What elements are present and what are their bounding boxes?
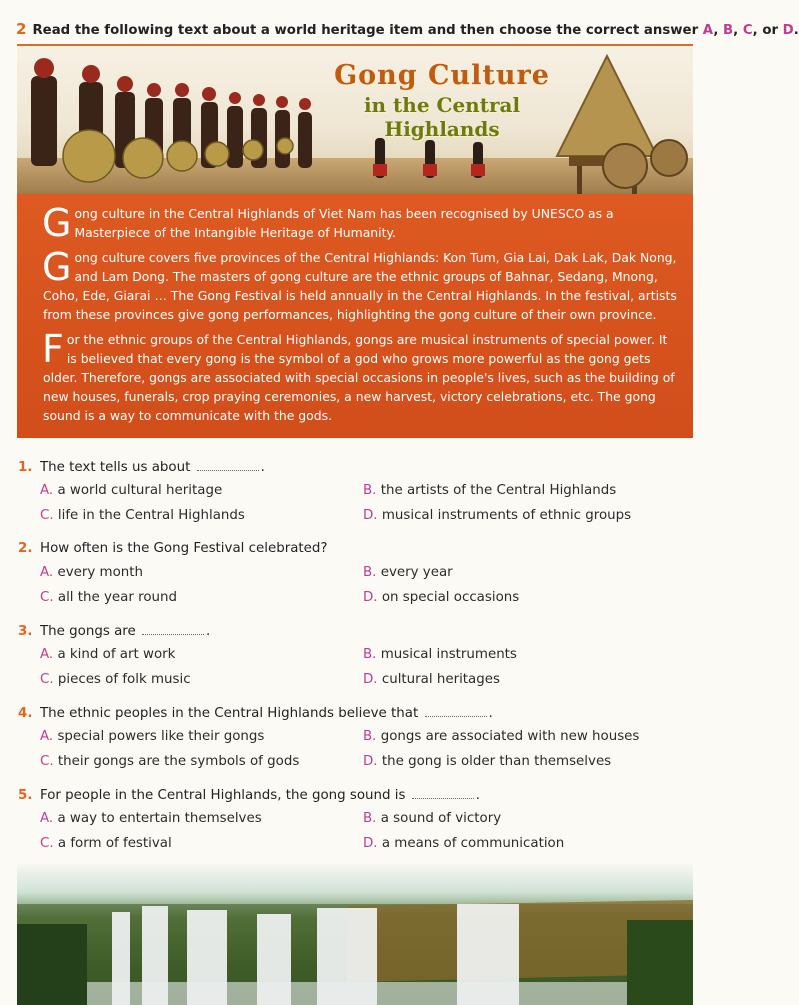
question-text: The text tells us about xyxy=(40,460,191,475)
question-stem xyxy=(18,620,688,642)
question-list xyxy=(18,456,688,866)
option-b[interactable] xyxy=(363,724,688,749)
option-grid xyxy=(18,642,688,692)
option-text: every month xyxy=(57,565,144,580)
option-text: special powers like their gongs xyxy=(57,729,265,744)
question-1 xyxy=(18,456,688,528)
option-letter: D. xyxy=(363,836,378,851)
option-text: a form of festival xyxy=(57,836,172,851)
question-text: For people in the Central Highlands, the gong sound is xyxy=(40,788,406,803)
option-letter: A. xyxy=(40,647,54,662)
paragraph-text: or the ethnic groups of the Central Highlands, gongs are musical instruments of special power. It is believed that every gong is the symbol of a god who grows more powerful as the gong gets older. Therefore, gongs are associated with special occasions in people's lives, such as the building of new houses, funerals, crop praying ceremonies, a new harvest, victory celebrations, etc. The gong sound is a way to communicate with the gods. xyxy=(43,332,675,423)
option-a[interactable] xyxy=(18,560,363,585)
option-text: life in the Central Highlands xyxy=(57,508,245,523)
banner-title-sub: in the Central Highlands xyxy=(363,93,521,141)
option-d[interactable] xyxy=(363,585,688,610)
option-b[interactable] xyxy=(363,806,688,831)
option-d[interactable] xyxy=(363,831,688,856)
question-stem xyxy=(18,702,688,724)
option-d[interactable] xyxy=(363,667,688,692)
option-b[interactable] xyxy=(363,560,688,585)
option-letter: A. xyxy=(40,565,54,580)
waterfall-photo xyxy=(17,864,693,1005)
question-number: 1. xyxy=(18,460,33,475)
option-text: a means of communication xyxy=(381,836,565,851)
option-b[interactable] xyxy=(363,642,688,667)
option-text: the gong is older than themselves xyxy=(381,754,612,769)
drop-cap: F xyxy=(42,327,64,371)
answer-blank[interactable] xyxy=(412,784,474,799)
option-text: a sound of victory xyxy=(380,811,502,826)
question-text: How often is the Gong Festival celebrated? xyxy=(40,541,328,556)
task-instruction: Read the following text about a world heritage item and then choose the correct answer xyxy=(32,23,699,38)
option-letter: A. xyxy=(40,729,54,744)
letter-c: C xyxy=(742,23,753,38)
question-5 xyxy=(18,784,688,856)
option-grid xyxy=(18,560,688,610)
option-letter: C. xyxy=(40,672,54,687)
option-grid xyxy=(18,478,688,528)
option-letter: B. xyxy=(363,811,377,826)
option-text: pieces of folk music xyxy=(57,672,191,687)
banner-title xyxy=(317,60,567,141)
option-c[interactable] xyxy=(18,585,363,610)
option-text: on special occasions xyxy=(381,590,520,605)
drop-cap: G xyxy=(42,245,72,289)
letter-b: B xyxy=(723,23,734,38)
question-4 xyxy=(18,702,688,774)
option-c[interactable] xyxy=(18,667,363,692)
option-a[interactable] xyxy=(18,478,363,503)
option-grid xyxy=(18,724,688,774)
option-text: a way to entertain themselves xyxy=(57,811,262,826)
option-letter: D. xyxy=(363,590,378,605)
option-text: musical instruments of ethnic groups xyxy=(381,508,632,523)
or-word: , or xyxy=(752,23,779,38)
question-3 xyxy=(18,620,688,692)
question-number: 2. xyxy=(18,541,33,556)
task-heading xyxy=(16,20,799,38)
option-letter: B. xyxy=(363,647,377,662)
paragraph-text: ong culture covers five provinces of the Central Highlands: Kon Tum, Gia Lai, Dak Lak, Dak Nong, and Lam Dong. The masters of gong culture are the ethnic groups of Bahnar, Sedang, Mnong, Coho, Ede, Giarai … The Gong Festival is held annually in the Central Highlands. In the festival, artists from these provinces give gong performances, highlighting the gong culture of their own province. xyxy=(43,250,677,322)
option-letter: A. xyxy=(40,483,54,498)
waterfall-illustration xyxy=(17,864,693,1005)
option-text: all the year round xyxy=(57,590,178,605)
option-letter: B. xyxy=(363,483,377,498)
answer-blank[interactable] xyxy=(142,620,204,635)
question-stem xyxy=(18,784,688,806)
comma-2: , xyxy=(733,23,739,38)
task-number: 2 xyxy=(16,20,27,38)
option-letter: D. xyxy=(363,754,378,769)
question-end: . xyxy=(475,788,481,803)
option-d[interactable] xyxy=(363,503,688,528)
answer-blank[interactable] xyxy=(425,702,487,717)
option-text: their gongs are the symbols of gods xyxy=(57,754,300,769)
passage-paragraph-3 xyxy=(42,327,679,425)
answer-blank[interactable] xyxy=(197,456,259,471)
option-letter: C. xyxy=(40,836,54,851)
reading-passage xyxy=(17,194,693,438)
question-number: 5. xyxy=(18,788,33,803)
option-c[interactable] xyxy=(18,503,363,528)
question-number: 3. xyxy=(18,624,33,639)
banner-title-main: Gong Culture xyxy=(334,60,550,91)
paragraph-text: ong culture in the Central Highlands of Viet Nam has been recognised by UNESCO as a Masterpiece of the Intangible Heritage of Humanity. xyxy=(74,206,614,240)
question-number: 4. xyxy=(18,706,33,721)
option-text: cultural heritages xyxy=(381,672,500,687)
option-a[interactable] xyxy=(18,806,363,831)
question-stem xyxy=(18,456,688,478)
question-text: The gongs are xyxy=(40,624,136,639)
option-text: every year xyxy=(380,565,453,580)
option-b[interactable] xyxy=(363,478,688,503)
option-d[interactable] xyxy=(363,749,688,774)
question-text: The ethnic peoples in the Central Highlands believe that xyxy=(40,706,419,721)
option-letter: C. xyxy=(40,590,54,605)
period: . xyxy=(793,23,799,38)
question-2 xyxy=(18,538,688,610)
question-stem xyxy=(18,538,688,560)
option-grid xyxy=(18,806,688,856)
question-end: . xyxy=(488,706,493,721)
letter-a: A xyxy=(702,23,714,38)
option-c[interactable] xyxy=(18,831,363,856)
option-c[interactable] xyxy=(18,749,363,774)
option-text: musical instruments xyxy=(380,647,517,662)
option-text: a kind of art work xyxy=(57,647,176,662)
passage-paragraph-2 xyxy=(42,245,679,324)
option-text: a world cultural heritage xyxy=(57,483,223,498)
option-letter: C. xyxy=(40,754,54,769)
option-a[interactable] xyxy=(18,642,363,667)
option-letter: B. xyxy=(363,729,377,744)
drop-cap: G xyxy=(42,201,72,245)
comma-1: , xyxy=(713,23,719,38)
banner-illustration xyxy=(17,44,693,196)
letter-d: D xyxy=(782,23,794,38)
option-letter: B. xyxy=(363,565,377,580)
passage-paragraph-1 xyxy=(42,201,679,245)
option-text: the artists of the Central Highlands xyxy=(380,483,617,498)
question-end: . xyxy=(206,624,211,639)
option-a[interactable] xyxy=(18,724,363,749)
option-letter: C. xyxy=(40,508,54,523)
option-letter: D. xyxy=(363,672,378,687)
option-letter: A. xyxy=(40,811,54,826)
option-text: gongs are associated with new houses xyxy=(380,729,640,744)
question-end: . xyxy=(260,460,265,475)
option-letter: D. xyxy=(363,508,378,523)
